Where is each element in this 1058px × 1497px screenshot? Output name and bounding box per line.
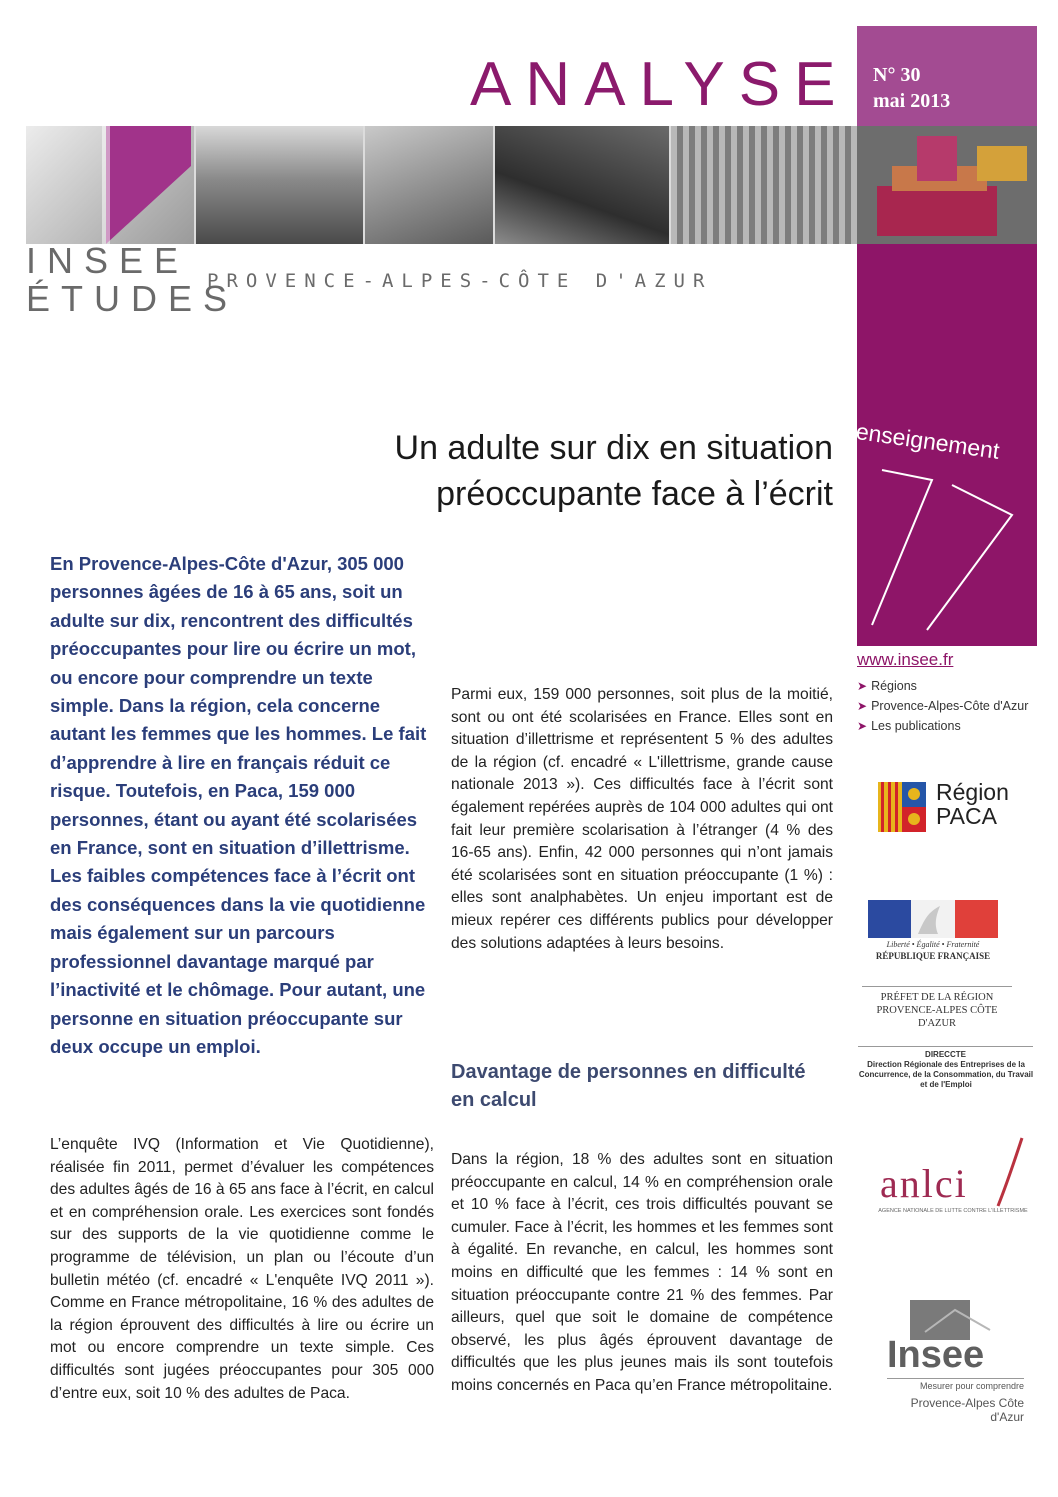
nav-item-paca[interactable] — [857, 696, 1028, 716]
title-line-1: Un adulte sur dix en situation — [394, 429, 833, 467]
photo-books — [857, 126, 1037, 244]
title-line-2: préoccupante face à l’écrit — [436, 475, 833, 513]
topic-label: enseignement — [854, 418, 1002, 464]
prefet-label: PRÉFET DE LA RÉGION PROVENCE-ALPES CÔTE D'AZUR — [862, 986, 1012, 1030]
sidebar-nav — [857, 676, 1028, 736]
purple-triangle-motif — [26, 126, 196, 244]
insee-logo-region: Provence-Alpes Côte d'Azur — [910, 1396, 1024, 1424]
region-name: PROVENCE-ALPES-CÔTE D'AZUR — [207, 270, 713, 292]
body-paragraph-right-1: Parmi eux, 159 000 personnes, soit plus de la moitié, sont ou ont été scolarisées en France. Elles sont en situation d’illettrisme et représentent 5 % des adultes de la région (cf. encadré « L'illettrisme, grande cause nationale 2013 »). Ces difficultés face à l’écrit sont également repérées auprès de 104 000 adultes qui ont fait leur première scolarisation à l’étranger (4 % des 16-65 ans). Enfin, 42 000 personnes qui n’ont jamais été scolarisées sont en situation préoccupante (1 %) : elles sont analphabètes. Un enjeu important est de mieux repérer ces différents publics pour développer des solutions adaptées à leurs besoins. — [451, 686, 833, 952]
article-title — [200, 425, 833, 517]
rf-motto: Liberté • Égalité • Fraternité — [886, 940, 980, 949]
brand-line-etudes: ÉTUDES — [26, 278, 239, 319]
photo-computers — [365, 126, 496, 244]
anlci-logo: anlci — [880, 1161, 968, 1206]
insee-tagline: Mesurer pour comprendre — [887, 1378, 1024, 1391]
brand-line-insee: INSEE — [26, 240, 190, 281]
issue-date: mai 2013 — [873, 90, 951, 112]
nav-label: Régions — [871, 679, 917, 693]
nav-label: Provence-Alpes-Côte d'Azur — [871, 699, 1029, 713]
insee-website-link[interactable]: www.insee.fr — [857, 650, 954, 669]
nav-item-regions[interactable] — [857, 676, 1028, 696]
paca-line-2: PACA — [936, 803, 997, 829]
chevron-right-icon: ➤ — [857, 699, 868, 713]
direccte-description: Direction Régionale des Entreprises de la Concurrence, de la Consommation, du Travail et de l'Emploi — [858, 1060, 1034, 1089]
issue-info — [873, 62, 950, 114]
paca-line-1: Région — [936, 779, 1009, 805]
issue-number: N° 30 — [873, 64, 921, 86]
photo-people — [495, 126, 670, 244]
direccte-title: DIRECCTE — [858, 1046, 1033, 1059]
nav-item-publications[interactable] — [857, 716, 1028, 736]
photo-library — [671, 126, 857, 244]
rf-name: RÉPUBLIQUE FRANÇAISE — [875, 951, 991, 961]
lead-paragraph: En Provence-Alpes-Côte d'Azur, 305 000 personnes âgées de 16 à 65 ans, soit un adulte sur dix, rencontrent des difficultés préoccupantes pour lire ou écrire un mot, ou encore pour comprendre un texte simple. Dans la région, cela concerne autant les femmes que les hommes. Le fait d’apprendre à lire en français réduit ce risque. Toutefois, en Paca, 159 000 personnes, étant ou ayant été scolarisées en France, sont en situation d’illettrisme. Les faibles compétences face à l’écrit ont des conséquences dans la vie quotidienne mais également sur un parcours professionnel davantage marqué par l’inactivité et le chômage. Pour autant, une personne en situation préoccupante sur deux occupe un emploi. — [50, 553, 427, 1057]
region-paca-emblem-icon — [878, 782, 926, 832]
nav-label: Les publications — [871, 719, 961, 733]
chevron-right-icon: ➤ — [857, 719, 868, 733]
series-title: ANALYSE — [470, 50, 850, 119]
body-paragraph-left: L’enquête IVQ (Information et Vie Quotidienne), réalisée fin 2011, permet d’évaluer les compétences des adultes âgés de 16 à 65 ans face à l’écrit, en calcul et en compréhension orale. Les exercices sont fondés sur des supports de la vie quotidienne comme le programme de télévision, un plan ou l’écoute d’un bulletin météo (cf. encadré « L'enquête IVQ 2011 »). Comme en France métropolitaine, 16 % des adultes de la région éprouvent des difficultés à lire ou écrire un mot ou encore comprendre un texte simple. Ces difficultés sont jugées préoccupantes pour 305 000 d’entre eux, soit 10 % des adultes de Paca. — [50, 1136, 434, 1402]
section-heading: Davantage de personnes en difficulté en calcul — [451, 1061, 806, 1111]
topic-graphic — [857, 440, 1037, 640]
photo-tramway — [196, 126, 364, 244]
anlci-subtitle: AGENCE NATIONALE DE LUTTE CONTRE L'ILLETTRISME — [878, 1208, 1028, 1214]
republique-francaise-flag-icon — [868, 900, 998, 938]
chevron-right-icon: ➤ — [857, 679, 868, 693]
insee-logo: Insee — [887, 1334, 985, 1376]
body-paragraph-right-2: Dans la région, 18 % des adultes sont en situation préoccupante en calcul, 14 % en compréhension orale et 10 % face à l’écrit, ces trois difficultés pouvant se cumuler. Face à l’écrit, les hommes et les femmes sont à égalité. En revanche, en calcul, les hommes sont moins en difficulté que les femmes : 14 % sont en situation préoccupante contre 21 % des femmes. Par ailleurs, quel que soit le domaine de compétence observé, les plus âgés éprouvent davantage de difficultés que les plus jeunes mais ils sont toutefois moins concernés en Paca qu’en France métropolitaine. — [451, 1151, 833, 1394]
region-paca-logo-text — [936, 780, 1009, 828]
